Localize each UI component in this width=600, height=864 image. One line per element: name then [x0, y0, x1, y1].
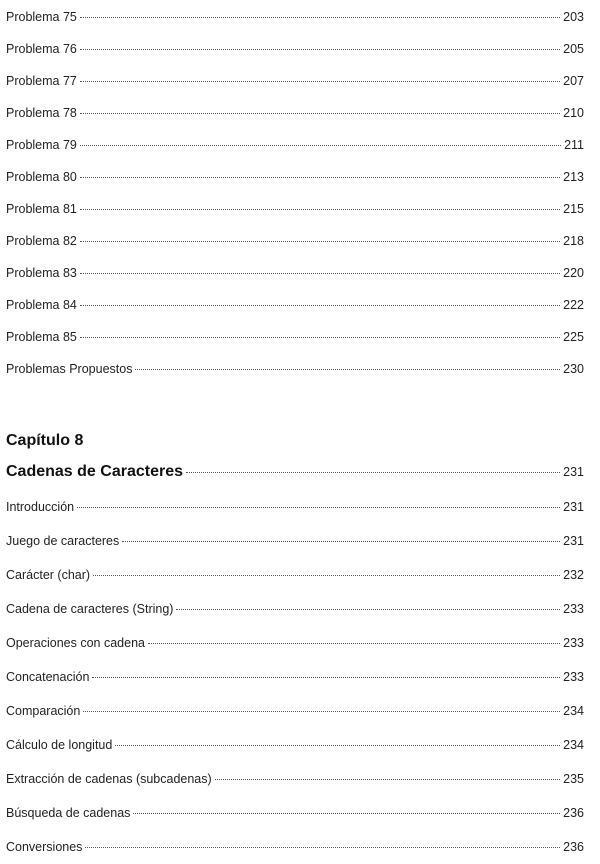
toc-entry-operaciones-con-cadena[interactable]	[6, 636, 584, 651]
dot-leader	[80, 145, 561, 146]
toc-entry-label: Operaciones con cadena	[6, 636, 145, 650]
toc-entry-page: 233	[563, 636, 584, 650]
dot-leader	[148, 643, 560, 644]
toc-entry-problema-79[interactable]	[6, 138, 584, 153]
toc-entry-label: Problema 82	[6, 234, 77, 248]
dot-leader	[186, 472, 560, 473]
toc-entry-label: Problema 81	[6, 202, 77, 216]
sections-toc	[6, 500, 584, 855]
toc-entry-label: Problema 80	[6, 170, 77, 184]
toc-entry-problema-75[interactable]	[6, 10, 584, 25]
dot-leader	[135, 369, 560, 370]
dot-leader	[133, 813, 560, 814]
toc-entry-problemas-propuestos[interactable]	[6, 362, 584, 377]
toc-entry-label: Conversiones	[6, 840, 83, 854]
chapter-title-entry	[6, 463, 584, 481]
toc-entry-juego-de-caracteres[interactable]	[6, 534, 584, 549]
dot-leader	[80, 305, 560, 306]
toc-entry-label: Extracción de cadenas (subcadenas)	[6, 772, 212, 786]
toc-entry-page: 236	[563, 806, 584, 820]
toc-entry-label: Problema 83	[6, 266, 77, 280]
dot-leader	[80, 337, 560, 338]
toc-entry-page: 213	[563, 170, 584, 184]
toc-entry-label: Comparación	[6, 704, 81, 718]
toc-entry-page: 234	[563, 704, 584, 718]
toc-entry-problema-78[interactable]	[6, 106, 584, 121]
toc-entry-page: 231	[563, 534, 584, 548]
dot-leader	[93, 575, 560, 576]
dot-leader	[80, 177, 560, 178]
dot-leader	[77, 507, 560, 508]
toc-entry-page: 215	[563, 202, 584, 216]
toc-entry-busqueda-de-cadenas[interactable]	[6, 806, 584, 821]
dot-leader	[80, 241, 560, 242]
toc-entry-page: 231	[563, 465, 584, 479]
dot-leader	[176, 609, 560, 610]
dot-leader	[80, 17, 560, 18]
toc-entry-page: 236	[563, 840, 584, 854]
toc-entry-page: 220	[563, 266, 584, 280]
toc-entry-problema-84[interactable]	[6, 298, 584, 313]
toc-entry-comparacion[interactable]	[6, 704, 584, 719]
toc-entry-label: Problema 75	[6, 10, 77, 24]
toc-entry-page: 230	[563, 362, 584, 376]
dot-leader	[122, 541, 560, 542]
toc-entry-label: Problema 79	[6, 138, 77, 152]
toc-entry-label: Cadena de caracteres (String)	[6, 602, 174, 616]
toc-entry-page: 231	[563, 500, 584, 514]
toc-entry-label: Problema 78	[6, 106, 77, 120]
toc-entry-page: 211	[564, 138, 584, 152]
dot-leader	[80, 209, 560, 210]
dot-leader	[85, 847, 560, 848]
chapter-title: Cadenas de Caracteres	[6, 463, 183, 480]
toc-entry-caracter-char[interactable]	[6, 568, 584, 583]
toc-entry-page: 235	[563, 772, 584, 786]
toc-entry-label: Juego de caracteres	[6, 534, 120, 548]
dot-leader	[115, 745, 560, 746]
toc-entry-problema-76[interactable]	[6, 42, 584, 57]
toc-entry-problema-80[interactable]	[6, 170, 584, 185]
toc-entry-page: 232	[563, 568, 584, 582]
toc-entry-page: 233	[563, 670, 584, 684]
dot-leader	[83, 711, 560, 712]
toc-entry-chapter-title[interactable]	[6, 463, 584, 481]
toc-entry-problema-83[interactable]	[6, 266, 584, 281]
toc-entry-page: 205	[563, 42, 584, 56]
toc-entry-introduccion[interactable]	[6, 500, 584, 515]
toc-entry-label: Concatenación	[6, 670, 90, 684]
dot-leader	[80, 49, 560, 50]
toc-entry-label: Búsqueda de cadenas	[6, 806, 131, 820]
toc-entry-problema-81[interactable]	[6, 202, 584, 217]
problems-toc	[6, 10, 584, 377]
toc-entry-label: Problemas Propuestos	[6, 362, 133, 376]
toc-entry-cadena-de-caracteres[interactable]	[6, 602, 584, 617]
toc-entry-page: 203	[563, 10, 584, 24]
dot-leader	[215, 779, 560, 780]
toc-entry-label: Introducción	[6, 500, 75, 514]
toc-entry-label: Problema 84	[6, 298, 77, 312]
toc-entry-page: 218	[563, 234, 584, 248]
toc-entry-conversiones[interactable]	[6, 840, 584, 855]
toc-entry-problema-85[interactable]	[6, 330, 584, 345]
toc-entry-page: 233	[563, 602, 584, 616]
toc-entry-extraccion-de-cadenas[interactable]	[6, 772, 584, 787]
toc-entry-label: Cálculo de longitud	[6, 738, 113, 752]
dot-leader	[80, 273, 560, 274]
chapter-number-heading: Capítulo 8	[6, 432, 84, 449]
toc-entry-concatenacion[interactable]	[6, 670, 584, 685]
toc-entry-page: 234	[563, 738, 584, 752]
toc-entry-problema-82[interactable]	[6, 234, 584, 249]
toc-entry-page: 207	[563, 74, 584, 88]
toc-entry-page: 210	[563, 106, 584, 120]
toc-entry-label: Problema 77	[6, 74, 77, 88]
dot-leader	[80, 81, 560, 82]
toc-entry-label: Carácter (char)	[6, 568, 91, 582]
toc-entry-page: 225	[563, 330, 584, 344]
toc-entry-label: Problema 85	[6, 330, 77, 344]
dot-leader	[92, 677, 560, 678]
dot-leader	[80, 113, 560, 114]
toc-entry-calculo-de-longitud[interactable]	[6, 738, 584, 753]
toc-entry-page: 222	[563, 298, 584, 312]
toc-entry-label: Problema 76	[6, 42, 77, 56]
toc-entry-problema-77[interactable]	[6, 74, 584, 89]
